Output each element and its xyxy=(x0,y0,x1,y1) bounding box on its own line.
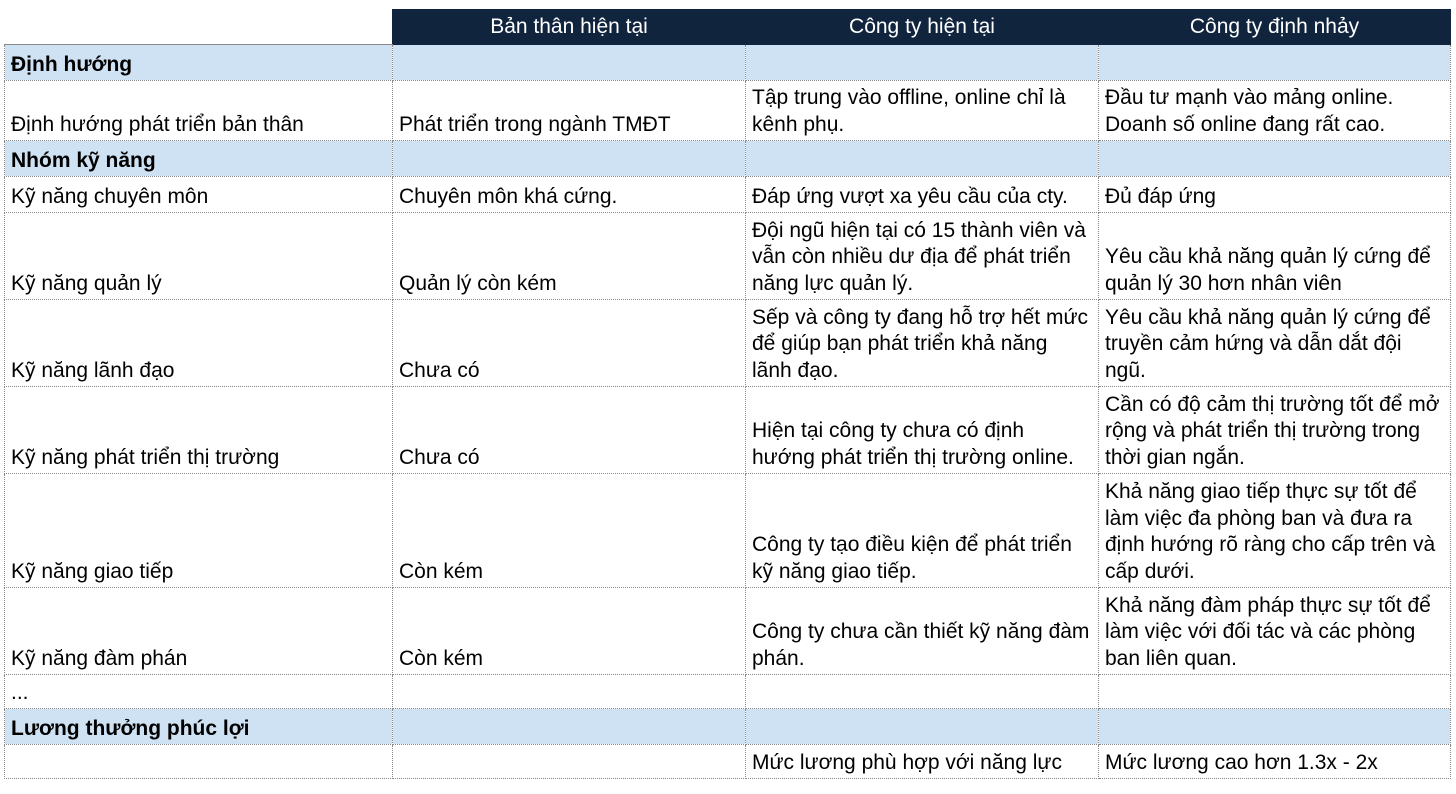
cell[interactable]: Chuyên môn khá cứng. xyxy=(393,177,746,213)
section-row-compensation xyxy=(5,709,1451,745)
comparison-table xyxy=(4,9,1451,779)
cell[interactable]: Chưa có xyxy=(393,387,746,474)
cell[interactable] xyxy=(393,709,746,745)
cell[interactable]: Cần có độ cảm thị trường tốt để mở rộng và phát triển thị trường trong thời gian ngắn. xyxy=(1099,387,1451,474)
row-label[interactable] xyxy=(5,745,393,779)
table-row xyxy=(5,745,1451,779)
cell[interactable]: Còn kém xyxy=(393,588,746,675)
cell[interactable] xyxy=(393,141,746,177)
cell[interactable] xyxy=(746,141,1099,177)
cell[interactable]: Yêu cầu khả năng quản lý cứng để truyền cảm hứng và dẫn dắt đội ngũ. xyxy=(1099,300,1451,387)
cell[interactable]: Phát triển trong ngành TMĐT xyxy=(393,81,746,141)
cell[interactable] xyxy=(746,709,1099,745)
cell[interactable]: Đầu tư mạnh vào mảng online. Doanh số online đang rất cao. xyxy=(1099,81,1451,141)
cell[interactable] xyxy=(1099,45,1451,81)
cell[interactable] xyxy=(1099,141,1451,177)
header-cell-current-self[interactable]: Bản thân hiện tại xyxy=(393,10,746,45)
table-row xyxy=(5,474,1451,588)
row-label[interactable]: Kỹ năng đàm phán xyxy=(5,588,393,675)
section-label[interactable]: Nhóm kỹ năng xyxy=(5,141,393,177)
cell[interactable]: Mức lương phù hợp với năng lực xyxy=(746,745,1099,779)
row-label[interactable]: Định hướng phát triển bản thân xyxy=(5,81,393,141)
header-row xyxy=(5,10,1451,45)
cell[interactable]: Đủ đáp ứng xyxy=(1099,177,1451,213)
table-row xyxy=(5,387,1451,474)
cell[interactable]: Quản lý còn kém xyxy=(393,213,746,300)
row-label[interactable]: ... xyxy=(5,675,393,709)
cell[interactable]: Còn kém xyxy=(393,474,746,588)
row-label[interactable]: Kỹ năng phát triển thị trường xyxy=(5,387,393,474)
table-row xyxy=(5,81,1451,141)
section-row-orientation xyxy=(5,45,1451,81)
table-row xyxy=(5,588,1451,675)
header-cell-current-company[interactable]: Công ty hiện tại xyxy=(746,10,1099,45)
table-row xyxy=(5,675,1451,709)
row-label[interactable]: Kỹ năng quản lý xyxy=(5,213,393,300)
cell[interactable]: Công ty tạo điều kiện để phát triển kỹ năng giao tiếp. xyxy=(746,474,1099,588)
cell[interactable]: Đáp ứng vượt xa yêu cầu của cty. xyxy=(746,177,1099,213)
cell[interactable]: Sếp và công ty đang hỗ trợ hết mức để giúp bạn phát triển khả năng lãnh đạo. xyxy=(746,300,1099,387)
cell[interactable]: Yêu cầu khả năng quản lý cứng để quản lý 30 hơn nhân viên xyxy=(1099,213,1451,300)
table-row xyxy=(5,213,1451,300)
header-cell-empty[interactable] xyxy=(5,10,393,45)
cell[interactable]: Đội ngũ hiện tại có 15 thành viên và vẫn còn nhiều dư địa để phát triển năng lực quản lý. xyxy=(746,213,1099,300)
cell[interactable]: Chưa có xyxy=(393,300,746,387)
section-row-skills xyxy=(5,141,1451,177)
cell[interactable]: Mức lương cao hơn 1.3x - 2x xyxy=(1099,745,1451,779)
cell[interactable]: Tập trung vào offline, online chỉ là kênh phụ. xyxy=(746,81,1099,141)
section-label[interactable]: Lương thưởng phúc lợi xyxy=(5,709,393,745)
cell[interactable] xyxy=(393,675,746,709)
row-label[interactable]: Kỹ năng chuyên môn xyxy=(5,177,393,213)
row-label[interactable]: Kỹ năng lãnh đạo xyxy=(5,300,393,387)
cell[interactable]: Công ty chưa cần thiết kỹ năng đàm phán. xyxy=(746,588,1099,675)
cell[interactable]: Khả năng đàm pháp thực sự tốt để làm việc với đối tác và các phòng ban liên quan. xyxy=(1099,588,1451,675)
table-row xyxy=(5,177,1451,213)
cell[interactable] xyxy=(393,45,746,81)
cell[interactable] xyxy=(393,745,746,779)
cell[interactable] xyxy=(746,45,1099,81)
header-cell-target-company[interactable]: Công ty định nhảy xyxy=(1099,10,1451,45)
row-label[interactable]: Kỹ năng giao tiếp xyxy=(5,474,393,588)
table-row xyxy=(5,300,1451,387)
cell[interactable]: Khả năng giao tiếp thực sự tốt để làm việc đa phòng ban và đưa ra định hướng rõ ràng cho cấp trên và cấp dưới. xyxy=(1099,474,1451,588)
cell[interactable] xyxy=(1099,675,1451,709)
cell[interactable] xyxy=(746,675,1099,709)
cell[interactable] xyxy=(1099,709,1451,745)
cell[interactable]: Hiện tại công ty chưa có định hướng phát triển thị trường online. xyxy=(746,387,1099,474)
section-label[interactable]: Định hướng xyxy=(5,45,393,81)
